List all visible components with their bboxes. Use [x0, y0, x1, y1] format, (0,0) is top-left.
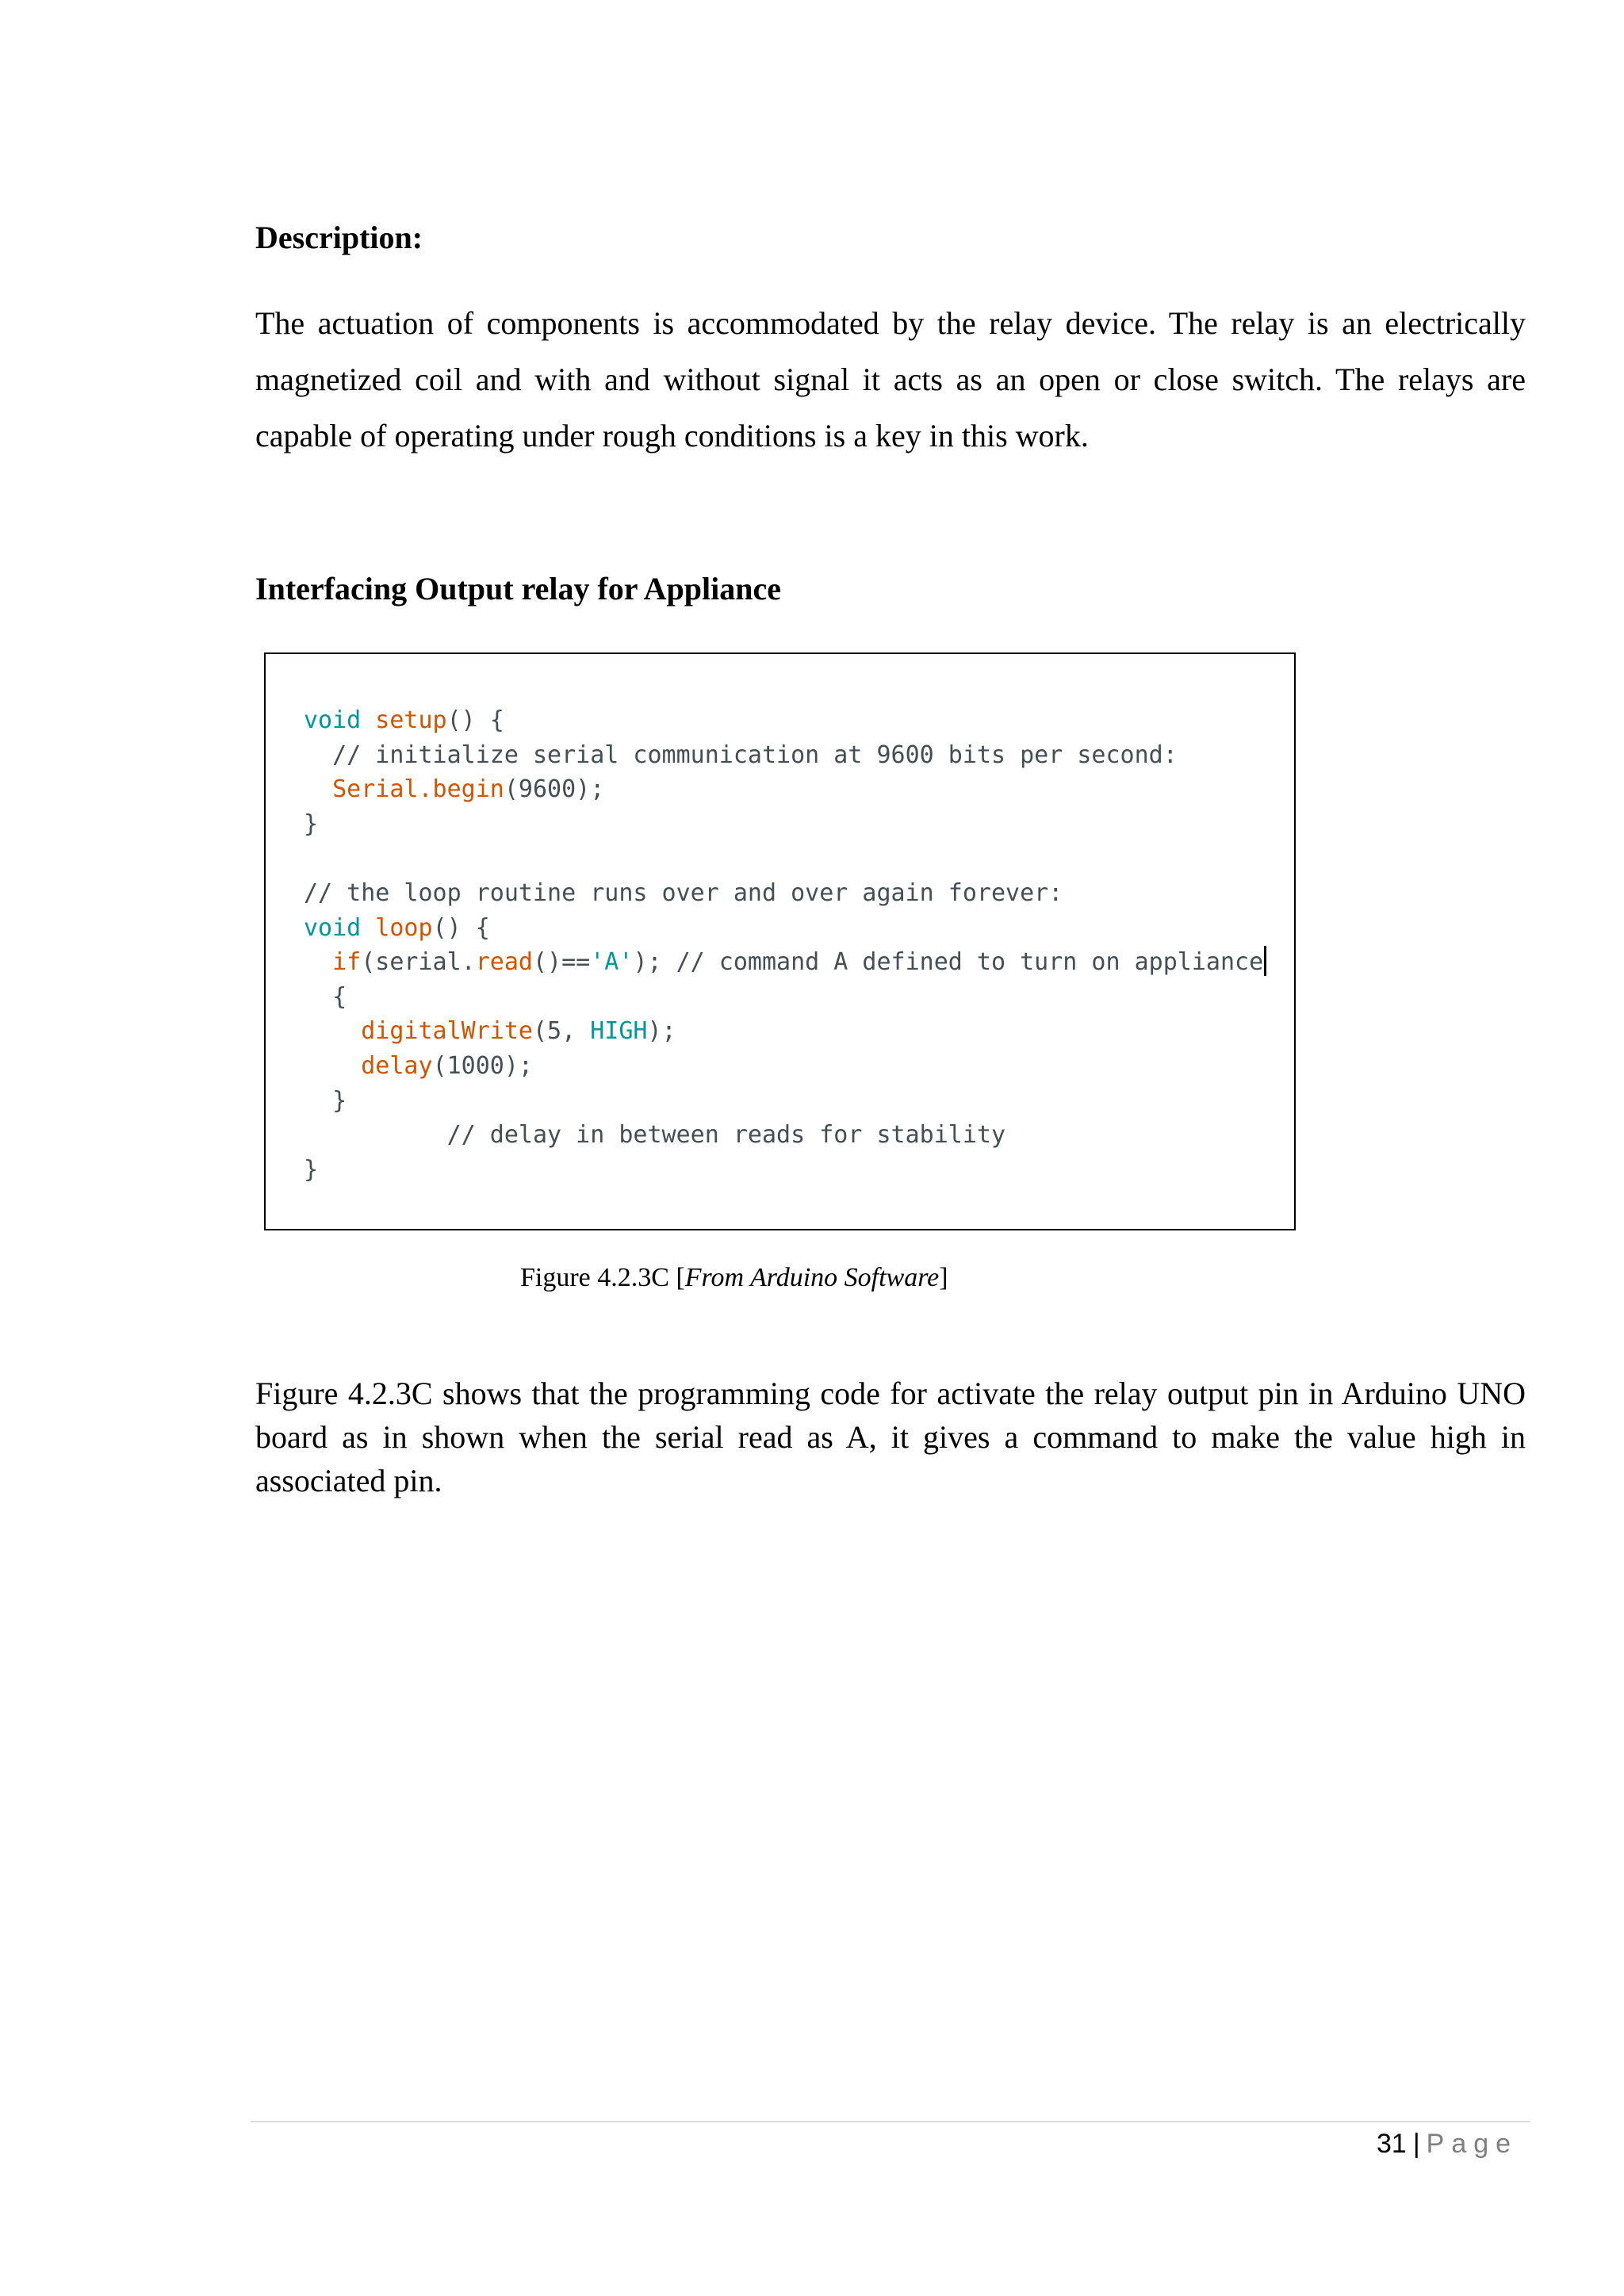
code-line	[304, 703, 1266, 738]
code-token: (serial.	[361, 948, 476, 977]
code-listing	[304, 703, 1266, 1187]
code-token: void	[304, 706, 362, 734]
code-line: {	[304, 982, 347, 1011]
code-token: Serial.begin	[304, 775, 504, 804]
code-token: delay	[304, 1051, 433, 1080]
code-line: // delay in between reads for stability	[304, 1121, 1006, 1150]
code-token: if	[304, 948, 362, 977]
code-line	[304, 911, 1266, 946]
code-token: (5,	[532, 1017, 591, 1046]
code-token: read	[475, 948, 533, 977]
code-token: loop	[361, 913, 433, 942]
code-token: void	[304, 913, 362, 942]
code-line	[304, 772, 1266, 807]
text-cursor	[1264, 946, 1266, 976]
code-line	[304, 1049, 1266, 1084]
code-token: () {	[446, 706, 504, 734]
code-line: }	[304, 1086, 347, 1115]
explanation-paragraph: Figure 4.2.3C shows that the programming code for activate the relay output pin in Arduino UNO board as in shown when the serial read as A, it gives a command to make the value high in associated pin.	[255, 1376, 1526, 1498]
caption-prefix: Figure 4.2.3C [	[520, 1263, 685, 1292]
code-line: }	[304, 809, 319, 838]
interfacing-heading: Interfacing Output relay for Appliance	[255, 571, 781, 607]
code-token: setup	[361, 706, 447, 734]
page-footer	[1377, 2125, 1518, 2163]
description-heading: Description:	[255, 220, 423, 255]
caption-source: From Arduino Software	[684, 1263, 940, 1292]
code-token: digitalWrite	[304, 1017, 533, 1046]
code-line: // the loop routine runs over and over again forever:	[304, 878, 1063, 907]
code-token: 'A'	[590, 948, 634, 977]
footer-separator: |	[1412, 2129, 1420, 2159]
code-line	[304, 945, 1266, 980]
code-line	[304, 841, 1266, 876]
code-figure	[264, 652, 1296, 1230]
caption-suffix: ]	[939, 1263, 948, 1292]
code-token: ()==	[533, 948, 591, 977]
description-paragraph: The actuation of components is accommodated by the relay device. The relay is an electrically magnetized coil and with and without signal it acts as an open or close switch. The relays are capable of operating under rough conditions is a key in this work.	[255, 305, 1526, 453]
code-line: // initialize serial communication at 9600 bits per second:	[304, 740, 1178, 769]
code-token: (1000);	[432, 1051, 533, 1080]
figure-caption	[520, 1262, 948, 1294]
code-token: (9600);	[504, 775, 605, 804]
page-number: 31	[1377, 2129, 1407, 2159]
code-token: HIGH	[590, 1017, 648, 1046]
code-token: );	[647, 1017, 676, 1046]
page-label: Page	[1426, 2129, 1519, 2159]
code-token: ); // command A defined to turn on appliance	[633, 948, 1264, 977]
footer-divider	[251, 2121, 1530, 2122]
code-line	[304, 1014, 1266, 1049]
code-token: () {	[432, 913, 490, 942]
code-line: }	[304, 1155, 319, 1184]
